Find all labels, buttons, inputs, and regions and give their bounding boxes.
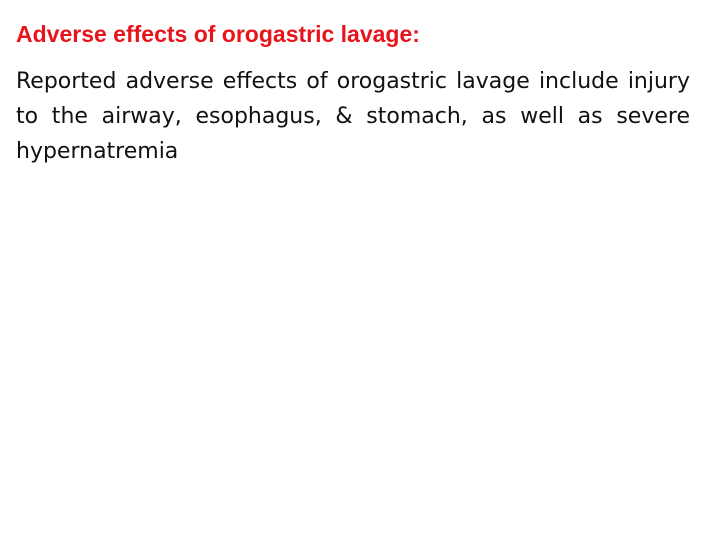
slide-paragraph: Reported adverse effects of orogastric lavage include injury to the airway, esophagus, & stomach, as well as severe hypernatremia xyxy=(16,69,690,164)
slide-heading: Adverse effects of orogastric lavage: xyxy=(16,21,420,47)
